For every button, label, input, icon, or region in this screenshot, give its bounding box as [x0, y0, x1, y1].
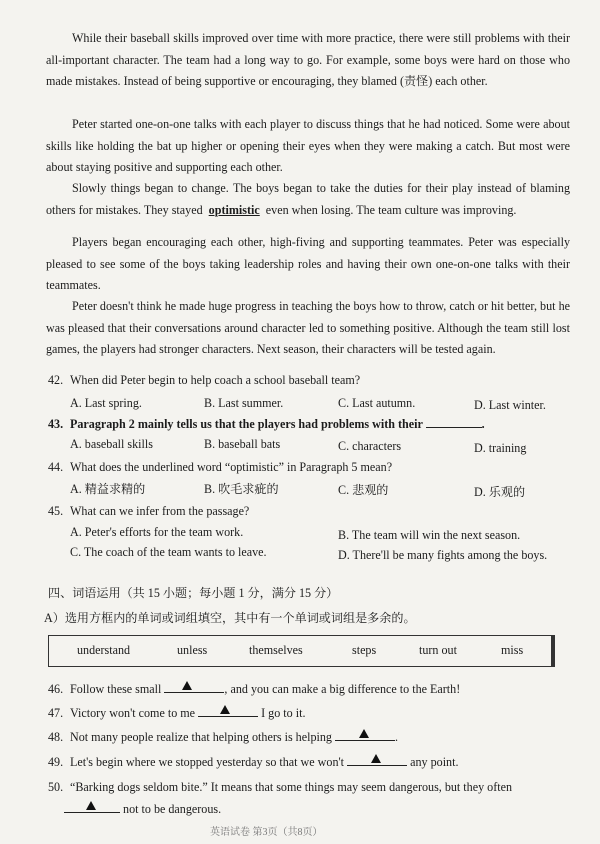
- option-44-a: A. 精益求精的: [70, 482, 146, 496]
- triangle-marker-icon: [182, 681, 192, 690]
- option-43-a: A. baseball skills: [70, 437, 153, 451]
- question-45: [48, 501, 568, 523]
- question-47: [48, 703, 568, 725]
- question-number: 43.: [48, 417, 64, 431]
- paragraph-3-after: even when losing. The team culture was improving.: [265, 202, 517, 217]
- option-43-d: D. training: [474, 441, 527, 455]
- passage-paragraph-3: [46, 178, 570, 221]
- answer-blank: [164, 680, 224, 693]
- option-45-c: C. The coach of the team wants to leave.: [70, 545, 267, 559]
- question-text: Paragraph 2 mainly tells us that the players had problems with their: [70, 417, 423, 431]
- question-number: 50.: [48, 780, 64, 794]
- question-number: 44.: [48, 460, 64, 474]
- paragraph-3-before: Slowly things began to change. The boys began to take the duties for their play instead of blaming others for mistakes. They stayed: [46, 181, 570, 217]
- question-text-before: “Barking dogs seldom bite.” It means that some things may seem dangerous, but they often: [70, 780, 513, 794]
- question-42: [48, 370, 568, 392]
- question-text-after: not to be dangerous.: [123, 802, 222, 816]
- answer-blank: [426, 415, 482, 428]
- question-50: [48, 777, 568, 799]
- question-number: 49.: [48, 755, 64, 769]
- passage-paragraph-2: Peter started one-on-one talks with each player to discuss things that he had noticed. Some were about skills like holding the bat up higher or opening their eyes when they were making a catch. But most were about staying positive and supporting each other.: [46, 117, 570, 175]
- section-4-instruction: A）选用方框内的单词或词组填空，其中有一个单词或词组是多余的。: [44, 611, 416, 625]
- question-tail: .: [481, 417, 485, 431]
- question-text-before: Not many people realize that helping others is helping: [70, 730, 332, 744]
- question-number: 45.: [48, 504, 64, 518]
- answer-blank: [64, 800, 120, 813]
- option-42-a: A. Last spring.: [70, 396, 142, 410]
- question-49: [48, 752, 568, 774]
- triangle-marker-icon: [86, 801, 96, 810]
- triangle-marker-icon: [359, 729, 369, 738]
- question-text-before: Victory won't come to me: [70, 706, 196, 720]
- triangle-marker-icon: [220, 705, 230, 714]
- question-text-before: Let's begin where we stopped yesterday so that we won't: [70, 755, 345, 769]
- underlined-word-optimistic: optimistic: [208, 202, 260, 217]
- word-bank-item: turn out: [419, 643, 457, 657]
- answer-blank: [335, 728, 395, 741]
- option-45-b: B. The team will win the next season.: [338, 528, 521, 542]
- triangle-marker-icon: [371, 754, 381, 763]
- question-number: 46.: [48, 682, 64, 696]
- option-42-b: B. Last summer.: [204, 396, 284, 410]
- option-43-c: C. characters: [338, 439, 402, 453]
- passage-paragraph-5: Peter doesn't think he made huge progress in teaching the boys how to throw, catch or hit better, but he was pleased that their conversations around character led to something positive. Although the team still lost games, the players had stronger characters. Next season, their characters will be tested again.: [46, 299, 570, 357]
- question-50-continued: [64, 799, 584, 821]
- question-48: [48, 727, 568, 749]
- question-43: [48, 414, 568, 436]
- passage-paragraph-4: Players began encouraging each other, high-fiving and supporting teammates. Peter was especially pleased to see some of the boys taking leadership roles and having their own one-on-one talks with their teammates.: [46, 235, 570, 293]
- option-45-a: A. Peter's efforts for the team work.: [70, 525, 244, 539]
- answer-blank: [198, 704, 258, 717]
- question-44: [48, 457, 568, 479]
- word-bank-item: understand: [77, 643, 131, 657]
- option-42-c: C. Last autumn.: [338, 396, 416, 410]
- word-bank-item: steps: [352, 643, 377, 657]
- passage-paragraph-1: While their baseball skills improved over time with more practice, there were still problems with their all-important character. The team had a long way to go. For example, some boys were hard on those who made mistakes. Instead of being supportive or encouraging, they blamed (责怪) each other.: [46, 31, 570, 89]
- page-footer: 英语试卷 第3页（共8页）: [210, 827, 323, 838]
- question-number: 42.: [48, 373, 64, 387]
- option-42-d: D. Last winter.: [474, 398, 546, 412]
- option-44-b: B. 吹毛求疵的: [204, 482, 279, 496]
- section-4-title: 四、词语运用（共 15 小题；每小题 1 分，满分 15 分）: [48, 586, 339, 600]
- option-45-d: D. There'll be many fights among the boys.: [338, 548, 548, 562]
- question-number: 48.: [48, 730, 64, 744]
- answer-blank: [347, 753, 407, 766]
- option-44-c: C. 悲观的: [338, 483, 389, 497]
- word-bank-item: themselves: [249, 643, 303, 657]
- question-text-after: , and you can make a big difference to the Earth!: [224, 682, 461, 696]
- question-text-before: Follow these small: [70, 682, 162, 696]
- question-text-after: .: [395, 730, 399, 744]
- question-46: [48, 679, 568, 701]
- question-text-after: I go to it.: [261, 706, 306, 720]
- question-text: What does the underlined word “optimistic” in Paragraph 5 mean?: [70, 460, 393, 474]
- question-text: When did Peter begin to help coach a school baseball team?: [70, 373, 361, 387]
- question-number: 47.: [48, 706, 64, 720]
- question-text-after: any point.: [410, 755, 459, 769]
- word-bank-item: unless: [177, 643, 208, 657]
- question-text: What can we infer from the passage?: [70, 504, 250, 518]
- option-43-b: B. baseball bats: [204, 437, 281, 451]
- word-bank-item: miss: [501, 643, 524, 657]
- word-bank-box: [48, 635, 555, 667]
- option-44-d: D. 乐观的: [474, 485, 526, 499]
